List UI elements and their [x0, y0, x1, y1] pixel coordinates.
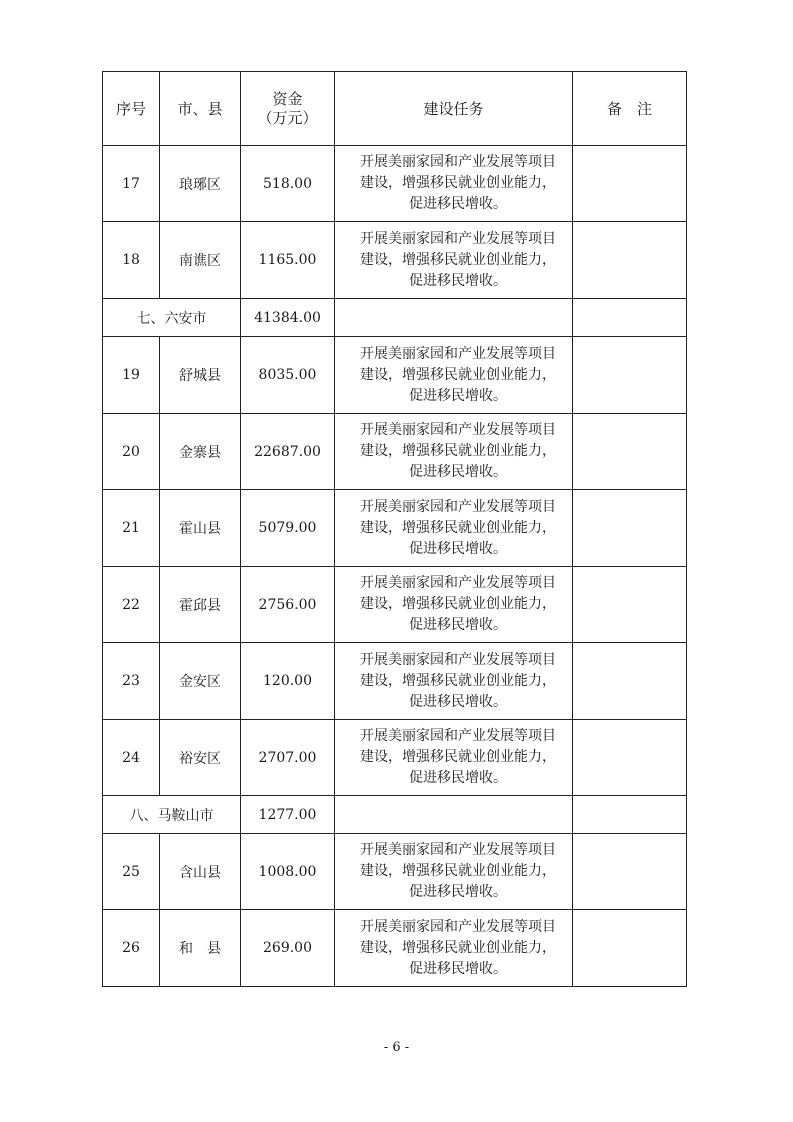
table-row	[103, 490, 687, 567]
row-seq: 25	[103, 834, 160, 910]
row-seq: 17	[103, 146, 160, 222]
header-remark: 备 注	[573, 72, 687, 146]
subtotal-funds: 1277.00	[241, 796, 335, 834]
row-seq: 22	[103, 567, 160, 643]
remark-cell	[573, 834, 687, 910]
row-funds: 5079.00	[241, 490, 335, 567]
task-cell	[335, 796, 573, 834]
subtotal-name: 八、马鞍山市	[103, 796, 241, 834]
remark-cell	[573, 337, 687, 414]
task-cell	[335, 567, 573, 643]
row-name: 含山县	[160, 834, 241, 910]
remark-cell	[573, 720, 687, 796]
task-line: 建设，增强移民就业创业能力，	[360, 749, 556, 765]
table-row	[103, 834, 687, 910]
row-seq: 19	[103, 337, 160, 414]
remark-cell	[573, 414, 687, 490]
row-name: 裕安区	[160, 720, 241, 796]
task-line: 促进移民增收。	[409, 540, 507, 557]
task-cell	[335, 643, 573, 720]
page-number: - 6 -	[383, 1040, 410, 1055]
row-name: 霍邱县	[160, 567, 241, 643]
row-funds: 518.00	[241, 146, 335, 222]
task-line: 开展美丽家园和产业发展等项目	[360, 230, 556, 247]
header-seq: 序号	[103, 72, 160, 146]
table-row	[103, 720, 687, 796]
task-line: 开展美丽家园和产业发展等项目	[360, 498, 556, 515]
remark-cell	[573, 910, 687, 987]
task-line: 促进移民增收。	[409, 617, 507, 633]
task-line: 促进移民增收。	[409, 884, 507, 900]
row-funds: 1008.00	[241, 834, 335, 910]
task-line: 开展美丽家园和产业发展等项目	[360, 842, 556, 858]
task-line: 促进移民增收。	[409, 387, 507, 404]
task-line: 开展美丽家园和产业发展等项目	[360, 575, 556, 591]
funds-table	[102, 71, 687, 987]
header-city: 市、县	[160, 72, 241, 146]
task-line: 促进移民增收。	[409, 272, 507, 289]
task-line: 建设，增强移民就业创业能力，	[360, 443, 556, 459]
task-line: 开展美丽家园和产业发展等项目	[360, 422, 556, 438]
row-name: 和 县	[160, 910, 241, 987]
row-name: 金寨县	[160, 414, 241, 490]
remark-cell	[573, 146, 687, 222]
row-name: 舒城县	[160, 337, 241, 414]
task-line: 建设，增强移民就业创业能力，	[360, 939, 556, 956]
row-funds: 2707.00	[241, 720, 335, 796]
task-line: 建设，增强移民就业创业能力，	[360, 519, 556, 536]
task-line: 开展美丽家园和产业发展等项目	[360, 345, 556, 362]
task-line: 开展美丽家园和产业发展等项目	[360, 154, 556, 170]
task-cell	[335, 490, 573, 567]
task-line: 促进移民增收。	[409, 770, 507, 786]
row-name: 南谯区	[160, 222, 241, 299]
subtotal-row	[103, 299, 687, 337]
row-funds: 1165.00	[241, 222, 335, 299]
remark-cell	[573, 643, 687, 720]
task-cell	[335, 720, 573, 796]
header-funds-line2: （万元）	[257, 108, 318, 127]
task-cell	[335, 222, 573, 299]
task-line: 建设，增强移民就业创业能力，	[360, 251, 556, 268]
table-row	[103, 222, 687, 299]
task-line: 促进移民增收。	[409, 693, 507, 710]
task-line: 建设，增强移民就业创业能力，	[360, 175, 556, 191]
row-funds: 269.00	[241, 910, 335, 987]
task-line: 开展美丽家园和产业发展等项目	[360, 651, 556, 668]
row-name: 金安区	[160, 643, 241, 720]
table-row	[103, 910, 687, 987]
remark-cell	[573, 567, 687, 643]
header-funds	[241, 72, 335, 146]
task-line: 建设，增强移民就业创业能力，	[360, 672, 556, 689]
header-funds-line1: 资金	[272, 89, 303, 108]
table-row	[103, 414, 687, 490]
task-line: 建设，增强移民就业创业能力，	[360, 366, 556, 383]
subtotal-funds: 41384.00	[241, 299, 335, 337]
task-cell	[335, 337, 573, 414]
remark-cell	[573, 796, 687, 834]
table-row	[103, 643, 687, 720]
table-row	[103, 567, 687, 643]
row-seq: 26	[103, 910, 160, 987]
row-seq: 24	[103, 720, 160, 796]
row-seq: 20	[103, 414, 160, 490]
task-cell	[335, 299, 573, 337]
remark-cell	[573, 222, 687, 299]
row-seq: 23	[103, 643, 160, 720]
task-line: 建设，增强移民就业创业能力，	[360, 863, 556, 879]
subtotal-name: 七、六安市	[103, 299, 241, 337]
row-funds: 120.00	[241, 643, 335, 720]
row-funds: 22687.00	[241, 414, 335, 490]
task-line: 开展美丽家园和产业发展等项目	[360, 728, 556, 744]
header-task: 建设任务	[335, 72, 573, 146]
task-line: 促进移民增收。	[409, 464, 507, 480]
task-line: 促进移民增收。	[409, 196, 507, 212]
task-line: 建设，增强移民就业创业能力，	[360, 596, 556, 612]
table-row	[103, 146, 687, 222]
task-cell	[335, 414, 573, 490]
subtotal-row	[103, 796, 687, 834]
row-seq: 18	[103, 222, 160, 299]
row-name: 霍山县	[160, 490, 241, 567]
table-row	[103, 337, 687, 414]
remark-cell	[573, 299, 687, 337]
row-seq: 21	[103, 490, 160, 567]
task-cell	[335, 146, 573, 222]
task-cell	[335, 910, 573, 987]
row-name: 琅琊区	[160, 146, 241, 222]
task-line: 促进移民增收。	[409, 960, 507, 977]
task-line: 开展美丽家园和产业发展等项目	[360, 918, 556, 935]
row-funds: 8035.00	[241, 337, 335, 414]
remark-cell	[573, 490, 687, 567]
task-cell	[335, 834, 573, 910]
row-funds: 2756.00	[241, 567, 335, 643]
header-row	[103, 72, 687, 146]
